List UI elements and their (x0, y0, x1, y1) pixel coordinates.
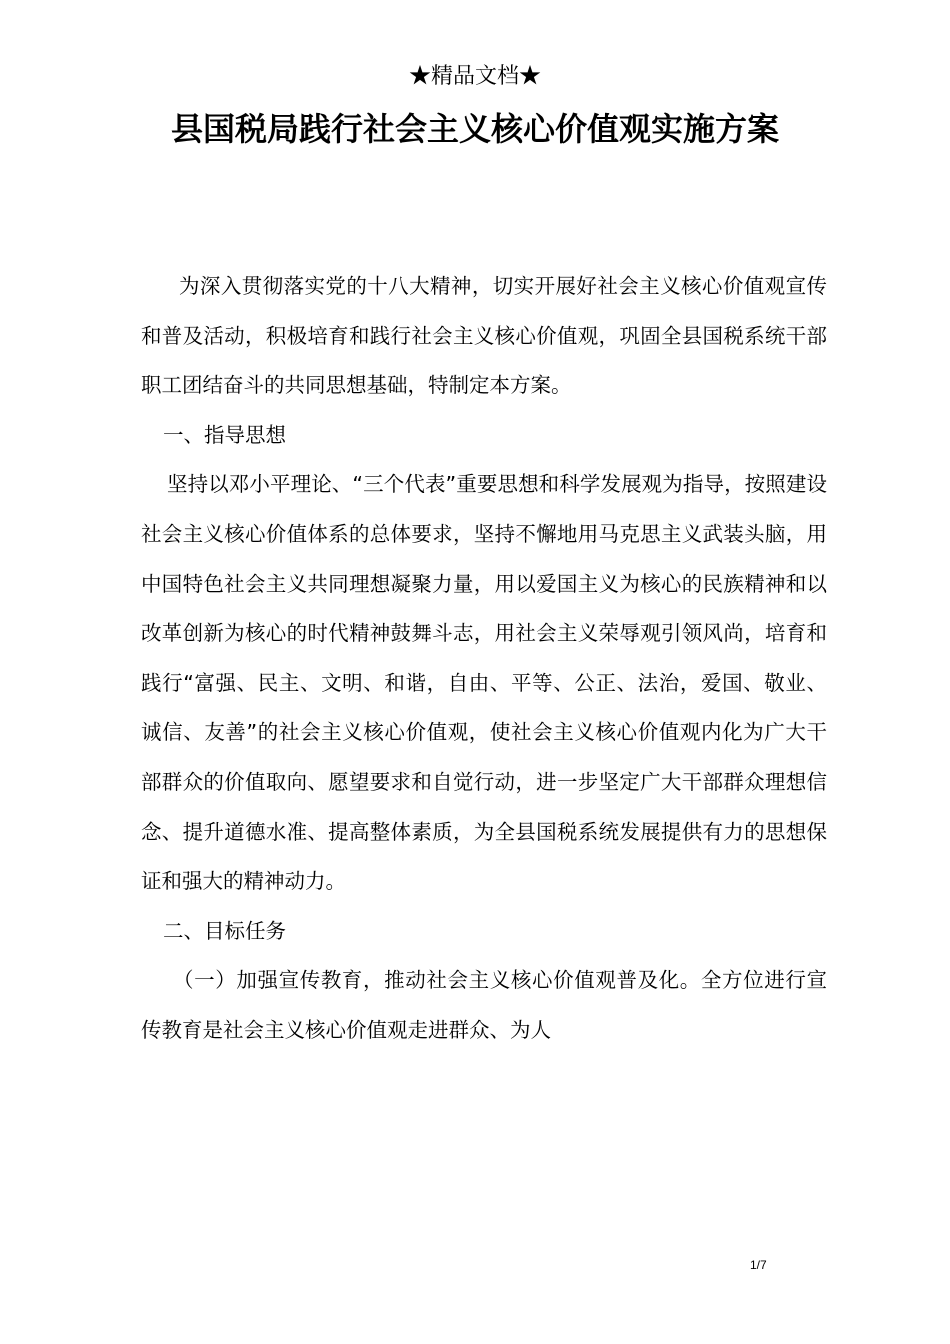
document-body (141, 262, 827, 1056)
intro-paragraph: 为深入贯彻落实党的十八大精神，切实开展好社会主义核心价值观宣传和普及活动，积极培育和践行社会主义核心价值观，巩固全县国税系统干部职工团结奋斗的共同思想基础，特制定本方案。 (141, 274, 827, 398)
header-banner: ★精品文档★ (408, 64, 541, 89)
section-heading-goals-tasks: 二、目标任务 (163, 918, 286, 943)
guiding-ideology-paragraph: 坚持以邓小平理论、“三个代表”重要思想和科学发展观为指导，按照建设社会主义核心价值体系的总体要求，坚持不懈地用马克思主义武装头脑，用中国特色社会主义共同理想凝聚力量，用以爱国主义为核心的民族精神和以改革创新为核心的时代精神鼓舞斗志，用社会主义荣辱观引领风尚，培育和践行“富强、民主、文明、和谐，自由、平等、公正、法治，爱国、敬业、诚信、友善”的社会主义核心价值观，使社会主义核心价值观内化为广大干部群众的价值取向、愿望要求和自觉行动，进一步坚定广大干部群众理想信念、提升道德水准、提高整体素质，为全县国税系统发展提供有力的思想保证和强大的精神动力。 (141, 472, 827, 894)
page-number: 1/7 (750, 1258, 767, 1272)
page-title: 县国税局践行社会主义核心价值观实施方案 (170, 110, 779, 148)
section-heading-guiding-ideology: 一、指导思想 (163, 422, 286, 447)
goals-tasks-paragraph: （一）加强宣传教育，推动社会主义核心价值观普及化。全方位进行宣传教育是社会主义核心价值观走进群众、为人 (141, 968, 827, 1042)
